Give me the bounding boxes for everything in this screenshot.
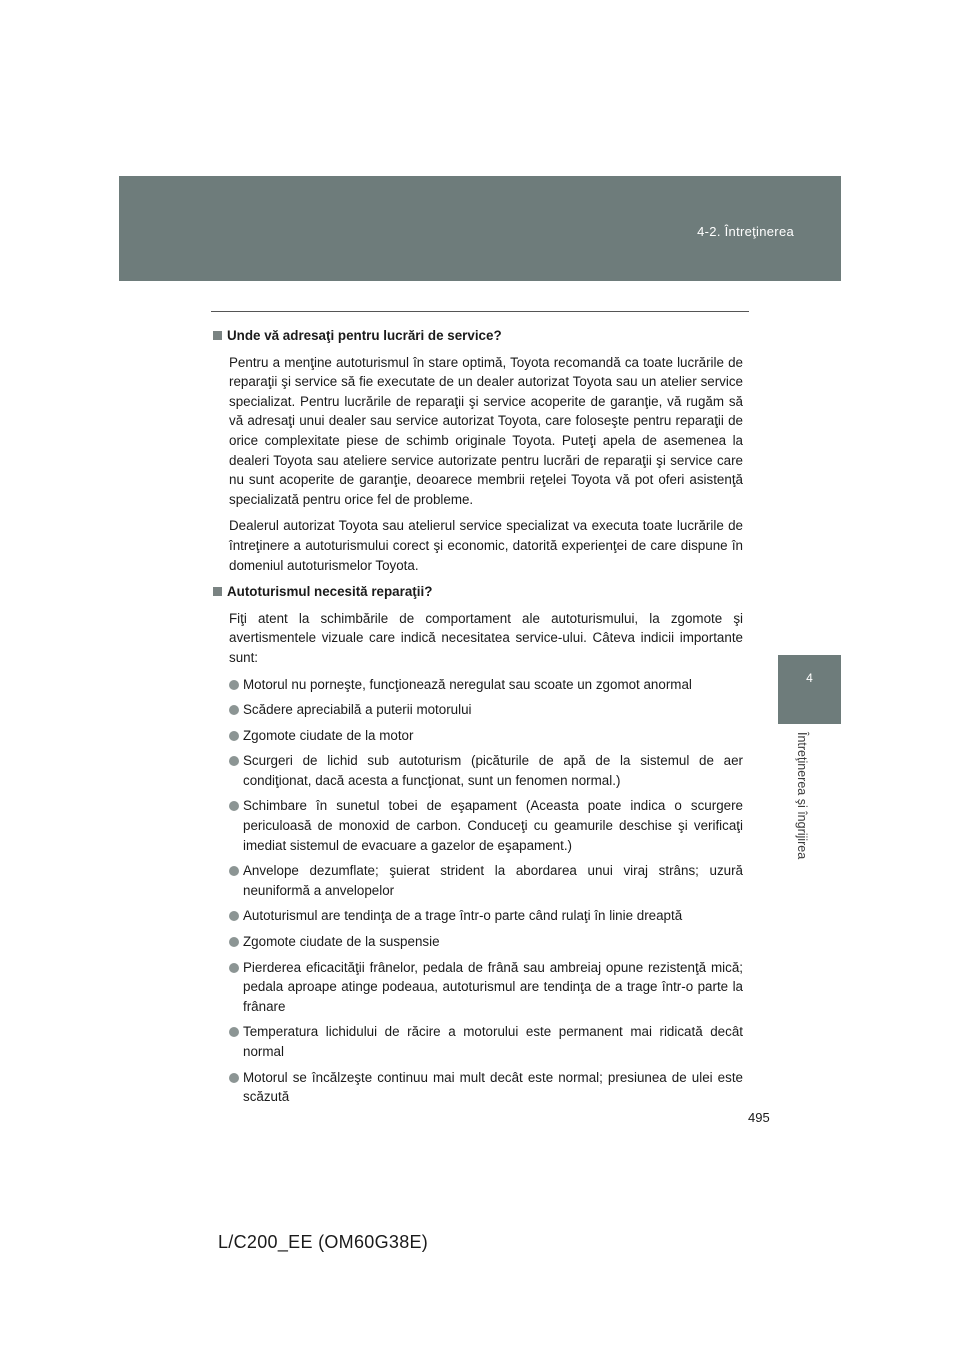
list-item-text: Zgomote ciudate de la motor (243, 727, 414, 743)
round-bullet-icon (229, 705, 239, 715)
list-item (229, 700, 743, 720)
page-number: 495 (748, 1110, 770, 1125)
document-code: L/C200_EE (OM60G38E) (218, 1232, 429, 1252)
round-bullet-icon (229, 866, 239, 876)
list-item (229, 1068, 743, 1107)
round-bullet-icon (229, 963, 239, 973)
list-item (229, 906, 743, 926)
list-item (229, 958, 743, 1017)
round-bullet-icon (229, 680, 239, 690)
list-item-text: Motorul se încălzeşte continuu mai mult decât este normal; presiunea de ulei este scăzută (243, 1069, 743, 1105)
page-content (213, 326, 743, 1113)
list-item (229, 796, 743, 855)
section-heading-service (213, 326, 743, 346)
header-band (119, 176, 841, 281)
round-bullet-icon (229, 1027, 239, 1037)
paragraph: Dealerul autorizat Toyota sau atelierul service specializat va executa toate lucrările de întreţinere a autoturismului corect şi economic, datorită experienţei de care dispune în domeniul autoturismelor Toyota. (229, 518, 743, 573)
top-divider (211, 311, 749, 312)
list-item-text: Zgomote ciudate de la suspensie (243, 934, 440, 950)
list-item (229, 1022, 743, 1061)
chapter-number: 4 (806, 671, 813, 685)
list-item-text: Motorul nu porneşte, funcţionează neregulat sau scoate un zgomot anormal (243, 676, 692, 692)
list-item (229, 861, 743, 900)
round-bullet-icon (229, 756, 239, 766)
list-item-text: Schimbare în sunetul tobei de eşapament (Aceasta poate indica o scurgere periculoasă de monoxid de carbon. Conduceţi cu geamurile deschise şi verificaţi imediat sistemul de evacuare a gazelor de eşapament.) (243, 798, 743, 853)
chapter-label: Întreţinerea şi îngrijirea (795, 732, 809, 860)
list-item-text: Anvelope dezumflate; şuierat strident la abordarea unui viraj strâns; uzură neuniformă a anvelopelor (243, 863, 743, 898)
list-item (229, 932, 743, 952)
round-bullet-icon (229, 731, 239, 741)
paragraph: Fiţi atent la schimbările de comportament ale autoturismului, la zgomote şi avertismentele vizuale care indică necesitatea service-ului. Câteva indicii importante sunt: (229, 610, 743, 665)
section-title: 4-2. Întreţinerea (697, 224, 794, 239)
section-heading-repairs (213, 582, 743, 602)
heading-text: Unde vă adresaţi pentru lucrări de service? (227, 328, 502, 343)
list-item (229, 751, 743, 790)
list-item (229, 675, 743, 695)
list-item-text: Scurgeri de lichid sub autoturism (picăturile de apă de la sistemul de aer condiţionat, dacă acesta a funcţionat, sunt un fenomen normal.) (243, 753, 743, 788)
list-item-text: Pierderea eficacităţii frânelor, pedala de frână sau ambreiaj opune rezistenţă mică; pedala aproape atinge podeaua, autoturismul are tendinţa de a trage într-o parte la frânare (243, 959, 743, 1014)
square-bullet-icon (213, 331, 222, 340)
round-bullet-icon (229, 911, 239, 921)
list-item-text: Temperatura lichidului de răcire a motorului este permanent mai ridicată decât normal (243, 1024, 743, 1059)
list-item (229, 726, 743, 746)
square-bullet-icon (213, 587, 222, 596)
paragraph: Pentru a menţine autoturismul în stare optimă, Toyota recomandă ca toate lucrările de reparaţii şi service să fie executate de un dealer autorizat Toyota sau un atelier service specializat. Pentru lucrările de reparaţii şi service acoperite de garanţie, vă rugăm să vă adresaţi unui dealer sau service autorizat Toyota, care foloseşte pentru reparaţii de orice complexitate piese de schimb originale Toyota. Puteţi apela de asemenea la dealeri Toyota sau ateliere service autorizate pentru lucrări de reparaţii şi service care nu sunt acoperite de garanţie, deoarece membrii reţelei Toyota vă pot oferi asistenţă specializată pentru orice fel de probleme. (229, 354, 743, 507)
round-bullet-icon (229, 801, 239, 811)
round-bullet-icon (229, 937, 239, 947)
chapter-tab (778, 655, 841, 724)
round-bullet-icon (229, 1073, 239, 1083)
list-item-text: Autoturismul are tendinţa de a trage într-o parte când rulaţi în linie dreaptă (243, 908, 683, 924)
list-item-text: Scădere apreciabilă a puterii motorului (243, 702, 472, 718)
heading-text: Autoturismul necesită reparaţii? (227, 584, 433, 600)
